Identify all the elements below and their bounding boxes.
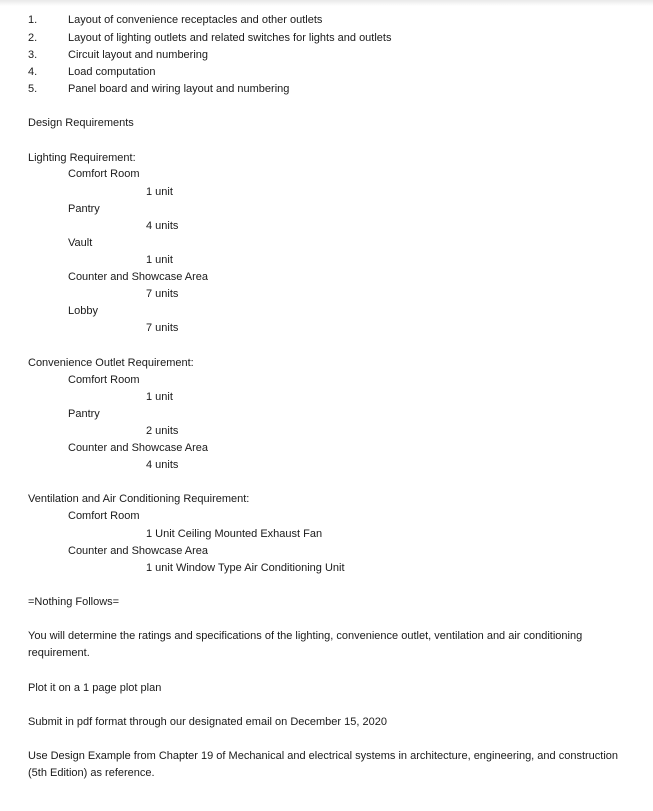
requirement-value: 1 unit <box>146 186 173 198</box>
requirement-value: 4 units <box>146 220 179 232</box>
instruction-paragraph: Submit in pdf format through our designated email on December 15, 2020 <box>28 716 387 728</box>
section-heading: Convenience Outlet Requirement: <box>28 357 194 369</box>
list-item-text: Circuit layout and numbering <box>68 49 209 61</box>
list-item-text: Layout of lighting outlets and related switches for lights and outlets <box>68 32 392 44</box>
section-heading: Ventilation and Air Conditioning Requirement: <box>28 493 250 505</box>
room-name: Vault <box>68 237 93 249</box>
list-item-number: 1. <box>28 14 38 26</box>
list-item-text: Load computation <box>68 66 156 78</box>
instruction-paragraph: You will determine the ratings and specifications of the lighting, convenience outlet, ventilation and air conditioning requirement. <box>28 630 583 659</box>
requirement-value: 1 unit Window Type Air Conditioning Unit <box>146 562 345 574</box>
requirement-value: 1 Unit Ceiling Mounted Exhaust Fan <box>146 528 323 540</box>
requirement-value: 2 units <box>146 425 179 437</box>
room-name: Comfort Room <box>68 510 140 522</box>
section-heading: Lighting Requirement: <box>28 152 136 164</box>
room-name: Pantry <box>68 203 100 215</box>
room-name: Pantry <box>68 408 100 420</box>
requirement-value: 7 units <box>146 288 179 300</box>
nothing-follows: =Nothing Follows= <box>28 596 120 608</box>
list-item-text: Panel board and wiring layout and numbering <box>68 83 290 95</box>
requirement-value: 4 units <box>146 459 179 471</box>
list-item-number: 3. <box>28 49 38 61</box>
room-name: Counter and Showcase Area <box>68 545 209 557</box>
list-item-number: 2. <box>28 32 38 44</box>
instruction-paragraph: Use Design Example from Chapter 19 of Mechanical and electrical systems in architecture, engineering, and construction (5th Edition) as reference. <box>28 750 619 779</box>
list-item-number: 4. <box>28 66 38 78</box>
page-top-shadow <box>0 0 653 6</box>
requirement-value: 1 unit <box>146 254 173 266</box>
room-name: Lobby <box>68 305 98 317</box>
room-name: Comfort Room <box>68 374 140 386</box>
requirement-value: 7 units <box>146 322 179 334</box>
room-name: Counter and Showcase Area <box>68 271 209 283</box>
design-requirements-heading: Design Requirements <box>28 117 134 129</box>
requirement-value: 1 unit <box>146 391 173 403</box>
list-item-text: Layout of convenience receptacles and other outlets <box>68 14 323 26</box>
room-name: Comfort Room <box>68 168 140 180</box>
list-item-number: 5. <box>28 83 38 95</box>
instruction-paragraph: Plot it on a 1 page plot plan <box>28 682 162 694</box>
room-name: Counter and Showcase Area <box>68 442 209 454</box>
